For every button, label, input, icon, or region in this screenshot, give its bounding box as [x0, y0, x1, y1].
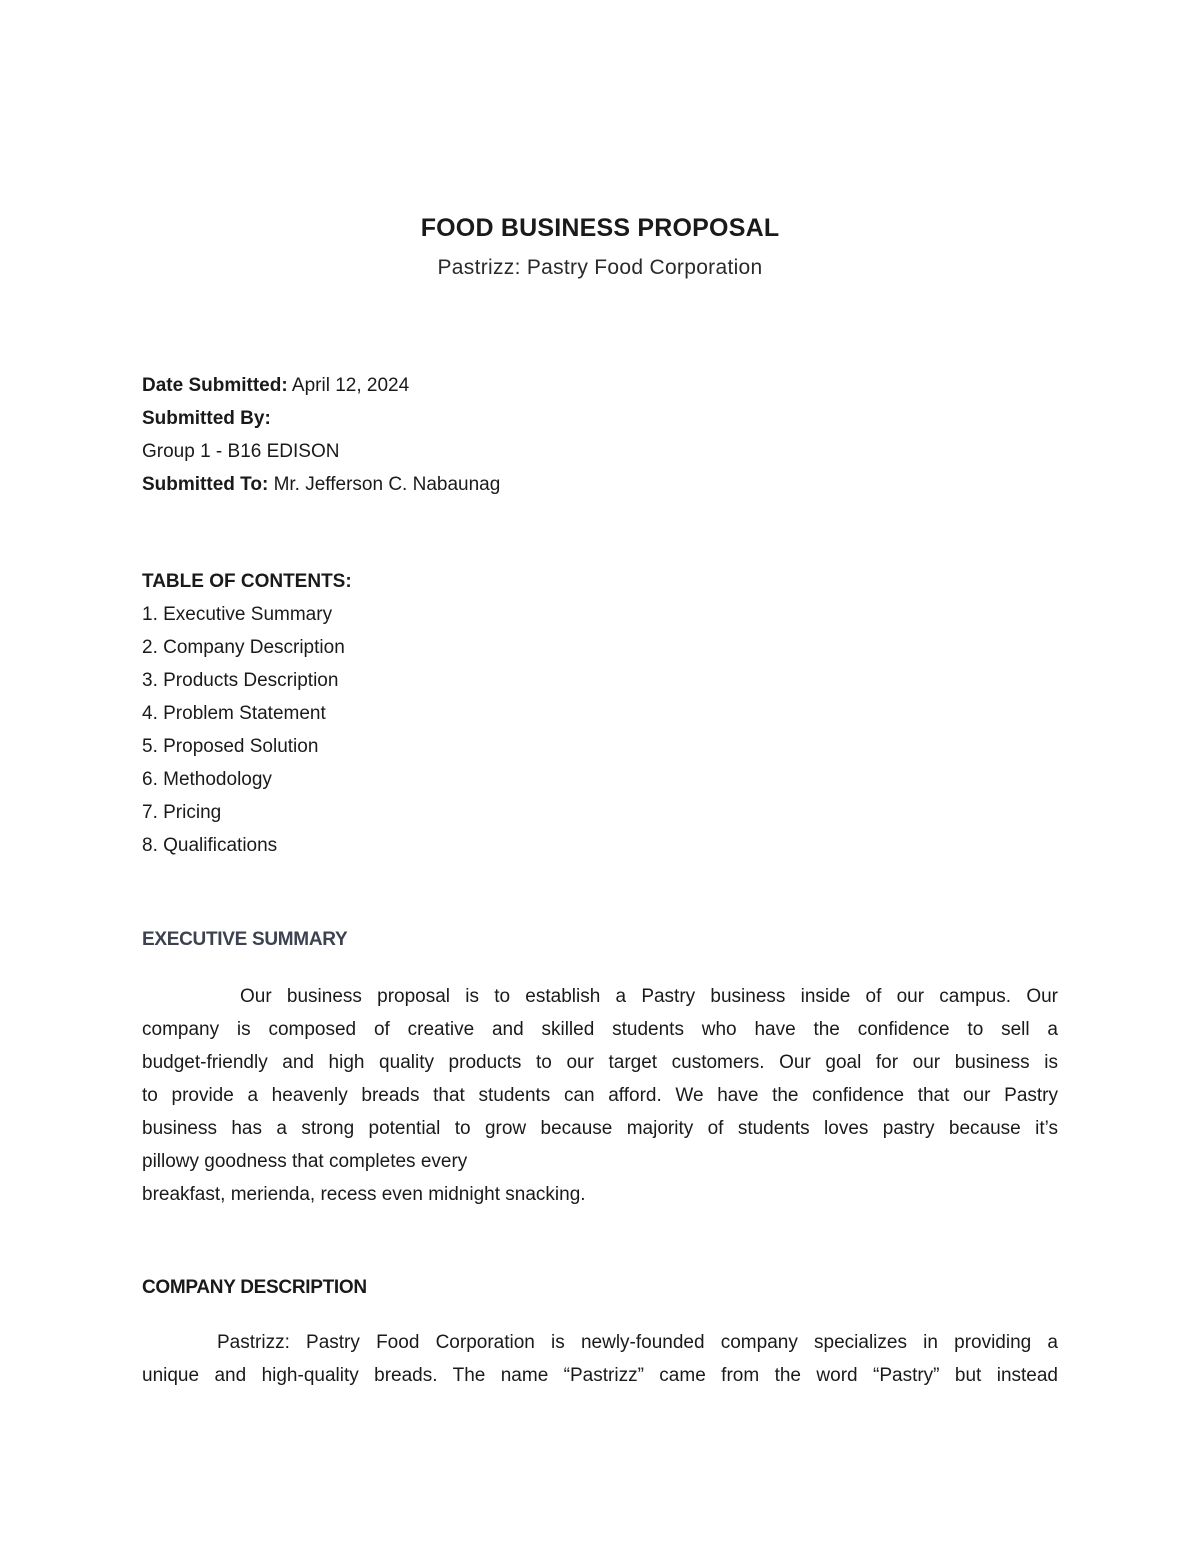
- company-description-heading: COMPANY DESCRIPTION: [142, 1277, 367, 1298]
- company-description-paragraph: [142, 1326, 1058, 1392]
- paragraph-line: pillowy goodness that completes every: [142, 1151, 468, 1172]
- table-of-contents: [142, 565, 352, 862]
- toc-item: 5. Proposed Solution: [142, 736, 319, 757]
- paragraph-line: Our business proposal is to establish a Pastry business inside of our campus. Our: [240, 986, 1058, 1007]
- document-subtitle: Pastrizz: Pastry Food Corporation: [437, 256, 763, 279]
- paragraph-line: unique and high-quality breads. The name “Pastrizz” came from the word “Pastry” but instead: [142, 1365, 1058, 1386]
- toc-item: 8. Qualifications: [142, 835, 278, 856]
- toc-item: 6. Methodology: [142, 769, 272, 790]
- paragraph-line: budget-friendly and high quality products to our target customers. Our goal for our business is: [142, 1052, 1058, 1073]
- submitted-to-label: Submitted To:: [142, 474, 269, 495]
- toc-item: 2. Company Description: [142, 637, 345, 658]
- document-title: FOOD BUSINESS PROPOSAL: [420, 214, 780, 242]
- submitted-to-value: Mr. Jefferson C. Nabaunag: [268, 474, 501, 495]
- paragraph-line: to provide a heavenly breads that students can afford. We have the confidence that our Pastry: [142, 1085, 1058, 1106]
- executive-summary-heading: EXECUTIVE SUMMARY: [142, 929, 348, 950]
- submission-details: [142, 369, 500, 501]
- submitted-by-label: Submitted By:: [142, 408, 271, 429]
- date-submitted-label: Date Submitted: [142, 375, 282, 396]
- paragraph-line: company is composed of creative and skilled students who have the confidence to sell a: [142, 1019, 1058, 1040]
- date-submitted-colon: :: [281, 375, 288, 396]
- paragraph-line: breakfast, merienda, recess even midnight snacking.: [142, 1184, 586, 1205]
- submitted-by-line: [142, 402, 500, 435]
- paragraph-line: Pastrizz: Pastry Food Corporation is newly-founded company specializes in providing a: [217, 1332, 1058, 1353]
- toc-item: 4. Problem Statement: [142, 703, 326, 724]
- group-line: Group 1 - B16 EDISON: [142, 441, 340, 462]
- paragraph-line: business has a strong potential to grow because majority of students loves pastry because it’s: [142, 1118, 1058, 1139]
- executive-summary-paragraph: [142, 980, 1058, 1211]
- toc-item: 7. Pricing: [142, 802, 222, 823]
- submitted-to-line: [142, 468, 500, 501]
- date-submitted-value: April 12, 2024: [287, 375, 410, 396]
- toc-item: 3. Products Description: [142, 670, 339, 691]
- toc-heading: TABLE OF CONTENTS:: [142, 571, 352, 592]
- date-submitted-line: [142, 369, 500, 402]
- toc-item: 1. Executive Summary: [142, 604, 333, 625]
